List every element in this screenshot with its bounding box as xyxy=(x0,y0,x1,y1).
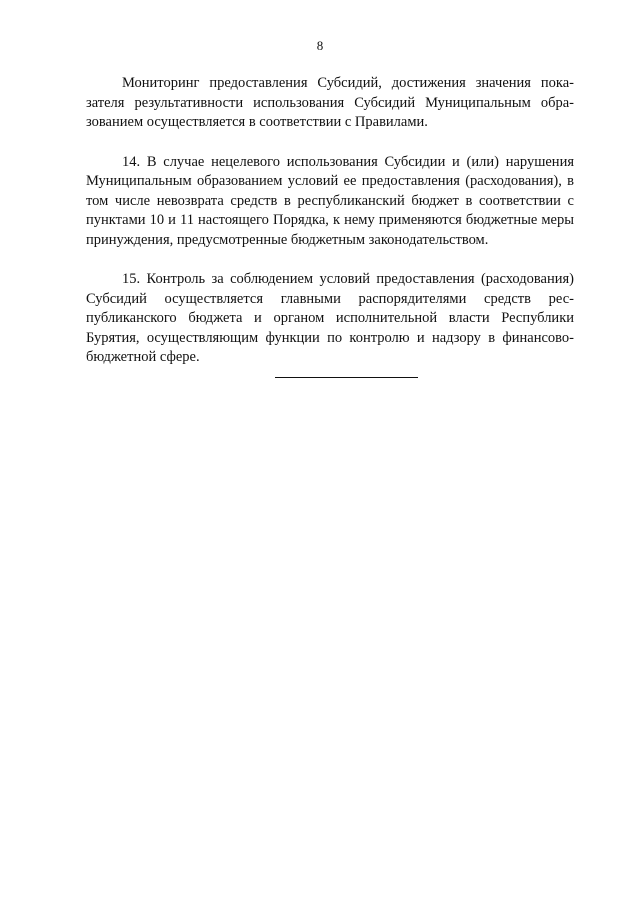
document-body xyxy=(86,74,574,368)
paragraph-spacer xyxy=(86,133,574,153)
end-of-text-divider xyxy=(275,377,418,378)
page-number: 8 xyxy=(316,38,324,53)
paragraph-14-misuse: 14. В случае нецелевого использования Субсидии и (или) нарушения Муниципальным образованием условий ее предоставления (расходования), в том числе невозврата средств в республиканский бюджет в соответствии с пунктами 10 и 11 настоящего Порядка, к нему применяются бюджетные меры принуждения, предусмотренные бюджетным законодательством. xyxy=(86,153,574,248)
paragraph-15-control: 15. Контроль за соблюдением условий предоставления (расходования) Субсидий осуществляется главными распорядителями средств республиканского бюджета и органом исполнительной власти Республики Бурятия, осуществляющим функции по контролю и надзору в финансово-бюджетной сфере. xyxy=(86,271,574,365)
paragraph-spacer xyxy=(86,250,574,270)
paragraph-monitoring: Мониторинг предоставления Субсидий, достижения значения показателя результативности использования Субсидий Муниципальным образованием осуществляется в соответствии с Правилами. xyxy=(86,75,574,130)
